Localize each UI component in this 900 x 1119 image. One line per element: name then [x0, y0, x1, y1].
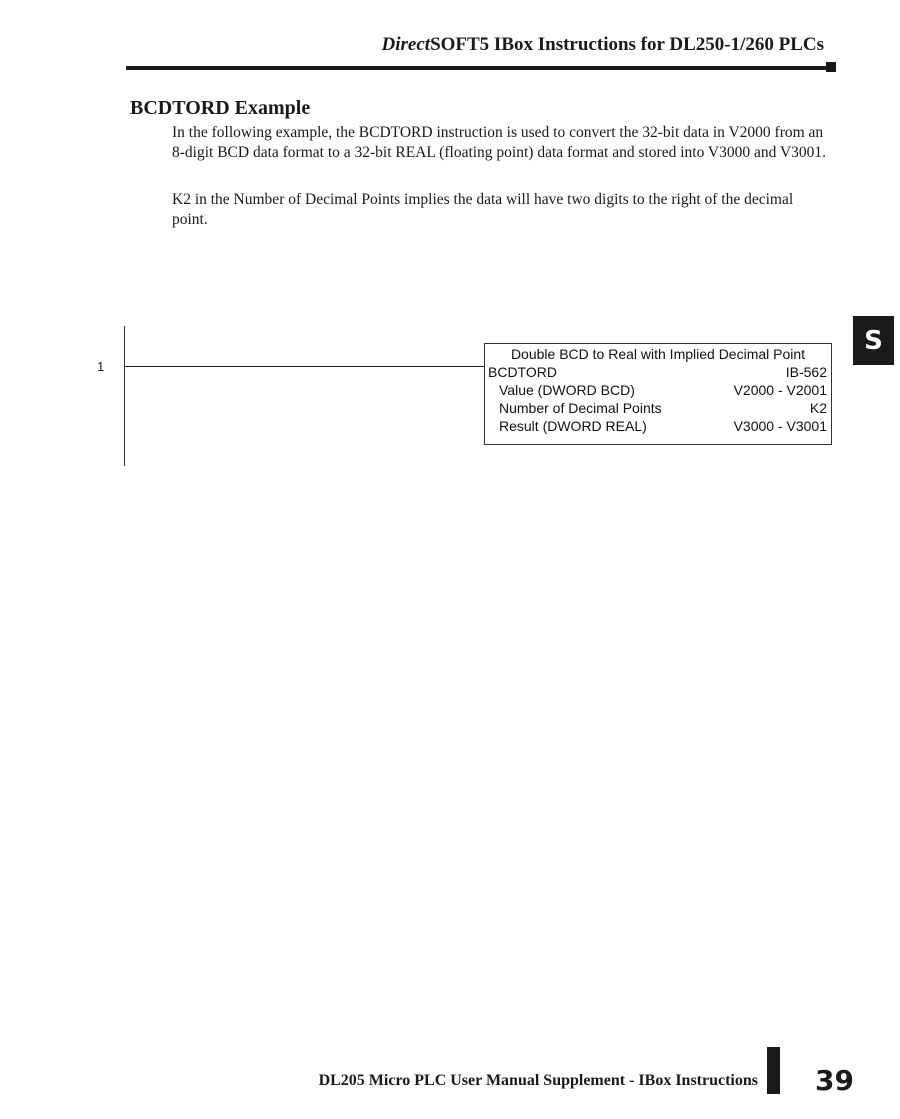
- section-tab-marker: S: [853, 316, 894, 365]
- rung-wire: [124, 366, 485, 367]
- rung-number: 1: [97, 359, 105, 374]
- ibox-param-value: V2000 - V2001: [733, 382, 827, 398]
- header-title-rest: SOFT5 IBox Instructions for DL250-1/260 PLCs: [430, 34, 824, 55]
- ibox-param-row: [499, 418, 827, 436]
- ibox-param-label: Result (DWORD REAL): [499, 418, 647, 434]
- ibox-title: Double BCD to Real with Implied Decimal Point: [510, 346, 806, 362]
- ibox-param-value: V3000 - V3001: [733, 418, 827, 434]
- ibox-param-row: [499, 400, 827, 418]
- header-rule: [126, 66, 830, 70]
- ibox-param-row: [499, 382, 827, 400]
- footer-bar: [767, 1047, 780, 1094]
- ibox-instruction-box: [484, 343, 832, 445]
- ibox-mnemonic: BCDTORD: [488, 364, 557, 380]
- body-paragraph: K2 in the Number of Decimal Points implies the data will have two digits to the right of the decimal point.: [172, 191, 794, 228]
- page-number: 39: [815, 1064, 854, 1097]
- header-rule-end-square: [826, 62, 836, 72]
- page-header-title: [382, 34, 824, 56]
- section-heading: BCDTORD Example: [130, 97, 311, 119]
- left-power-rail: [124, 326, 125, 466]
- header-brand: Direct: [381, 34, 431, 55]
- ibox-param-label: Value (DWORD BCD): [499, 382, 635, 398]
- footer-text: DL205 Micro PLC User Manual Supplement - IBox Instructions: [318, 1072, 758, 1089]
- ibox-param-value: K2: [809, 400, 827, 416]
- ibox-param-label: Number of Decimal Points: [499, 400, 662, 416]
- ibox-number: IB-562: [785, 364, 827, 380]
- body-paragraph: In the following example, the BCDTORD instruction is used to convert the 32-bit data in V2000 from an 8-digit BCD data format to a 32-bit REAL (floating point) data format and stored into V3000 and V3001.: [172, 124, 827, 161]
